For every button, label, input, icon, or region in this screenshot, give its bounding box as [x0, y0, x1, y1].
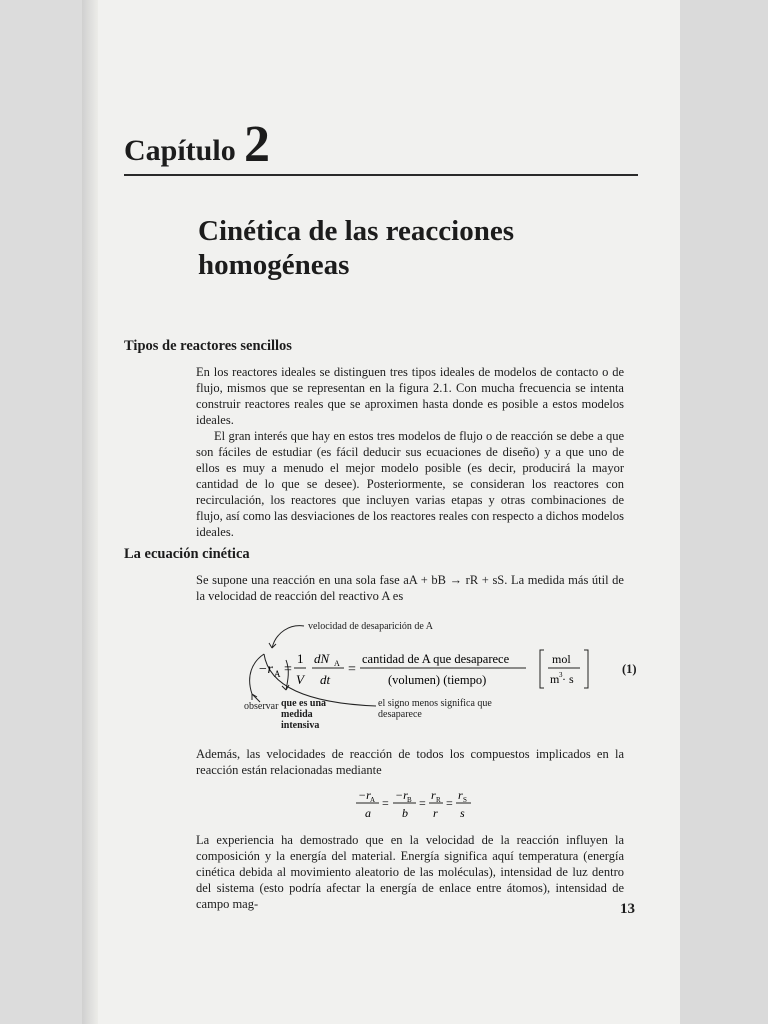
annotation-signo-menos: el signo menos significa que desaparece [378, 698, 492, 720]
chapter-title [198, 214, 618, 282]
section-heading-ecuacion: La ecuación cinética [124, 546, 250, 562]
svg-text:−r: −r [358, 788, 371, 802]
page-number: 13 [620, 901, 635, 917]
annotation-observar: observar [244, 701, 279, 712]
chapter-label: Capítulo [124, 134, 236, 167]
eq1-volume: V [296, 672, 304, 687]
paragraph-ademas: Además, las velocidades de reacción de todos los compuestos implicados en la reacción están relacionadas mediante [196, 747, 624, 777]
eq1-dN-sub: A [334, 659, 340, 668]
chapter-title-line-2: homogéneas [198, 249, 350, 281]
eq1-lhs: −r [258, 662, 273, 677]
svg-text:r: r [431, 788, 436, 802]
annotation-medida-intensiva: que es una medida intensiva [281, 698, 327, 731]
page-margin-strip [680, 0, 768, 1024]
svg-text:R: R [436, 796, 441, 804]
eq2-term-r [429, 788, 443, 820]
eq1-unit-den: m [550, 672, 560, 686]
eq1-words-num: cantidad de A que desaparece [362, 652, 510, 666]
svg-text:A: A [370, 796, 376, 804]
svg-text:B: B [407, 796, 412, 804]
eq1-dt: dt [320, 672, 331, 687]
svg-text:s: s [460, 806, 465, 820]
svg-text:b: b [402, 806, 408, 820]
paragraph-ecuacion-intro: Se supone una reacción en una sola fase aA + bB → rR + sS. La medida más útil de la velocidad de reacción del reactivo A es [196, 573, 624, 603]
eq1-equals-1: = [284, 662, 292, 677]
stoichiometric-rate-relation [355, 786, 475, 822]
eq1-unit-den-rest: · s [562, 672, 574, 686]
eq1-number: (1) [622, 662, 637, 676]
paragraph-tipos-2: El gran interés que hay en estos tres modelos de flujo o de reacción se debe a que son fáciles de estudiar (es fácil deducir sus ecuaciones de diseño) y a que uno de ellos es muy a menudo el mejor modelo posible (es decir, producirá la mayor cantidad de lo que se desee). Posteriormente, se consideran los reactores con recirculación, los reactores que incluyen varias etapas y otras combinaciones de flujo, así como las desviaciones de los reactores reales con respecto a dichos modelos ideales. [196, 429, 624, 539]
chapter-title-line-1: Cinética de las reacciones [198, 215, 514, 247]
eq2-term-b [393, 788, 416, 820]
svg-text:S: S [463, 796, 467, 804]
svg-text:a: a [365, 806, 371, 820]
section-heading-tipos: Tipos de reactores sencillos [124, 338, 292, 354]
paragraph-experiencia: La experiencia ha demostrado que en la velocidad de la reacción influyen la composición y la energía del material. Energía significa aquí temperatura (energía cinética debida al movimiento aleatorio de las moléculas), intensidad de luz dentro del sistema (esto podría afectar la energía de enlace entre átomos), intensidad de campo mag- [196, 833, 624, 911]
svg-text:=: = [446, 796, 453, 810]
svg-text:=: = [382, 796, 389, 810]
eq1-dN: dN [314, 651, 330, 666]
svg-text:−r: −r [395, 788, 408, 802]
eq2-term-s [456, 788, 471, 820]
eq1-unit-den-sup: 3 [559, 671, 563, 679]
svg-text:r: r [433, 806, 438, 820]
annotation-velocidad: velocidad de desaparición de A [308, 621, 433, 632]
chapter-rule [124, 174, 638, 176]
eq1-words-den: (volumen) (tiempo) [388, 673, 487, 687]
page-shadow [82, 0, 98, 1024]
svg-text:=: = [419, 796, 426, 810]
eq2-term-a [356, 788, 379, 820]
rate-equation [258, 646, 594, 692]
eq1-equals-2: = [348, 662, 356, 677]
chapter-number: 2 [244, 116, 270, 173]
eq1-unit-num: mol [552, 652, 571, 666]
eq1-one: 1 [297, 651, 304, 666]
paragraph-tipos-1: En los reactores ideales se distinguen tres tipos ideales de modelos de contacto o de flujo, mismos que se representan en la figura 2.1. Con mucha frecuencia se intenta construir reactores reales que se aproximen hasta donde es posible a estos modelos ideales. [196, 365, 624, 427]
svg-text:r: r [458, 788, 463, 802]
eq1-lhs-sub: A [274, 669, 281, 679]
